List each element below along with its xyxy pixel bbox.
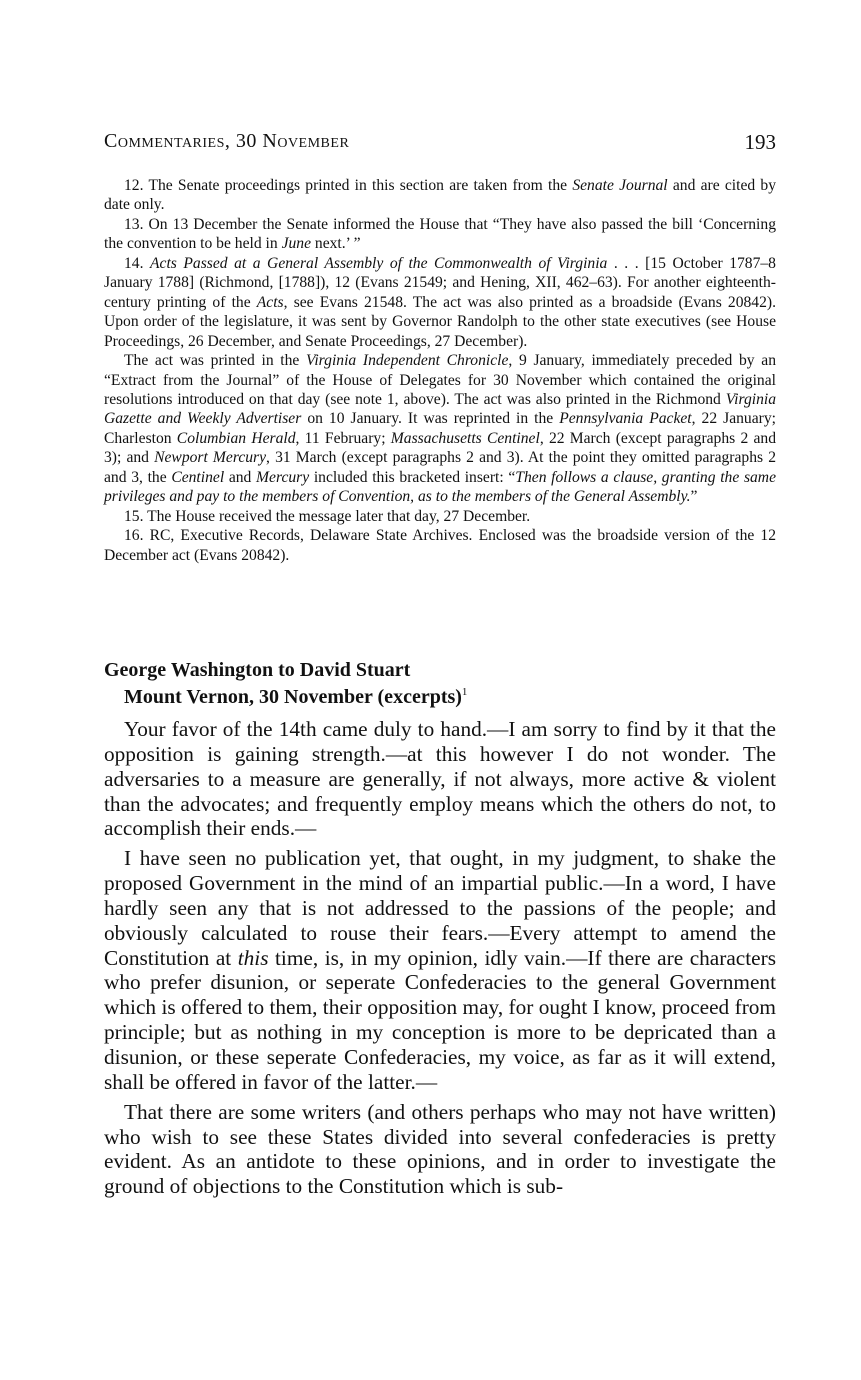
note-15: 15. The House received the message later that day, 27 December. [124,507,531,525]
endnotes [104,176,776,565]
note-14-continued: The act was printed in the Virginia Independent Chronicle, 9 January, immediately preceded by an “Extract from the Journal” of the House of Delegates for 30 November which contained the original resolutions introduced on that day (see note 1, above). The act was also printed in the Richmond Virginia Gazette and Weekly Advertiser on 10 January. It was reprinted in the Pennsylvania Packet, 22 January; Charleston Columbian Herald, 11 February; Massachusetts Centinel, 22 March (except paragraphs 2 and 3); and Newport Mercury, 31 March (except paragraphs 2 and 3). At the point they omitted paragraphs 2 and 3, the Centinel and Mercury included this bracketed insert: “Then follows a clause, granting the same privileges and pay to the members of Convention, as to the members of the General Assembly.” [104,352,777,506]
footnote-marker[interactable]: 1 [461,686,468,698]
note-13: 13. On 13 December the Senate informed the House that “They have also passed the bill ‘Concerning the convention to be held in June next.’ ” [104,215,776,253]
running-head-title: Commentaries, 30 November [104,130,350,152]
heading-title: George Washington to David Stuart [104,659,411,681]
heading-dateline: Mount Vernon, 30 November (excerpts)$^1$ [124,686,468,708]
document-heading [104,657,776,711]
paragraph-1: Your favor of the 14th came duly to hand.—I am sorry to find by it that the opposition is gaining strength.—at this however I do not wonder. The adversaries to a measure are generally, if not always, more active & violent than the advocates; and frequently employ means which the others do not, to accomplish their ends.— [104,717,776,841]
running-head [104,130,776,156]
paragraph-3: That there are some writers (and others perhaps who may not have written) who wish to see these States divided into several confederacies is pretty evident. As an antidote to these opinions, and in order to investigate the ground of objections to the Constitution which is sub- [104,1099,776,1199]
note-16: 16. RC, Executive Records, Delaware State Archives. Enclosed was the broadside version of the 12 December act (Evans 20842). [104,527,776,564]
note-14: 14. Acts Passed at a General Assembly of the Commonwealth of Virginia . . . [15 October 1787–8 January 1788] (Richmond, [1788]), 12 (Evans 21549; and Hening, XII, 462–63). For another eighteenth-century printing of the Acts, see Evans 21548. The act was also printed as a broadside (Evans 20842). Upon order of the legislature, it was sent by Governor Randolph to the other state executives (see House Proceedings, 26 December, and Senate Proceedings, 27 December). [104,254,776,350]
page-number: 193 [744,130,776,154]
letter-body [104,717,776,1204]
paragraph-2: I have seen no publication yet, that ought, in my judgment, to shake the proposed Government in the mind of an impartial public.—In a word, I have hardly seen any that is not addressed to the passions of the people; and obviously calculated to rouse their fears.—Every attempt to amend the Constitution at this time, is, in my opinion, idly vain.—If there are characters who prefer disunion, or seperate Confederacies to the general Government which is offered to them, their opposition may, for ought I know, proceed from principle; but as nothing in my conception is more to be depricated than a disunion, or these seperate Confederacies, my voice, as far as it will extend, shall be offered in favor of the latter.— [104,846,776,1094]
note-12: 12. The Senate proceedings printed in this section are taken from the Senate Journal and are cited by date only. [104,177,776,214]
